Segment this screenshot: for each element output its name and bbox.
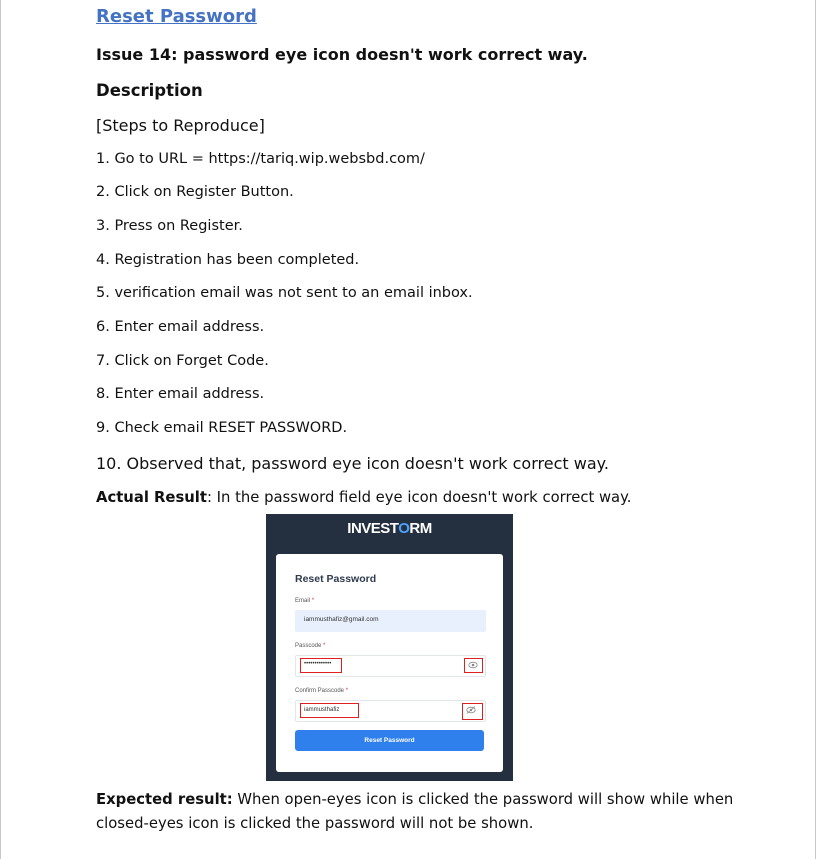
confirm-passcode-label: Confirm Passcode *: [295, 688, 349, 694]
step-item: 10. Observed that, password eye icon doesn't work correct way.: [96, 454, 609, 473]
embedded-screenshot: [266, 514, 513, 781]
reset-card: [276, 554, 503, 772]
step-item: 6. Enter email address.: [96, 319, 265, 335]
expected-result-label: Expected result:: [96, 791, 233, 808]
page-border-right: [815, 0, 816, 859]
expected-result-text: When open-eyes icon is clicked the password will show while when closed-eyes icon is clicked the password will not be shown.: [96, 791, 734, 832]
passcode-eye-toggle[interactable]: [464, 658, 483, 673]
confirm-value: iammusthafiz: [304, 707, 340, 713]
eye-open-icon: [468, 661, 478, 669]
actual-result-label: Actual Result: [96, 489, 207, 506]
step-item: 1. Go to URL = https://tariq.wip.websbd.com/: [96, 151, 425, 167]
passcode-highlight: [300, 658, 342, 673]
passcode-label: Passcode *: [295, 643, 326, 649]
step-item: 3. Press on Register.: [96, 218, 243, 234]
actual-result-text: : In the password field eye icon doesn't work correct way.: [206, 489, 632, 506]
page-border-left: [0, 0, 1, 859]
confirm-highlight: [300, 703, 359, 718]
passcode-value: •••••••••••••: [304, 661, 332, 667]
card-title: Reset Password: [295, 573, 377, 585]
email-field[interactable]: [295, 610, 486, 632]
email-label: Email *: [295, 598, 315, 604]
step-item: 5. verification email was not sent to an email inbox.: [96, 285, 473, 301]
confirm-eye-toggle[interactable]: [462, 703, 483, 720]
step-item: 4. Registration has been completed.: [96, 252, 360, 268]
step-item: 7. Click on Forget Code.: [96, 353, 269, 369]
step-item: 9. Check email RESET PASSWORD.: [96, 420, 348, 436]
title-link[interactable]: Reset Password: [96, 6, 257, 27]
issue-heading: Issue 14: password eye icon doesn't work correct way.: [96, 45, 588, 64]
reset-password-button[interactable]: Reset Password: [295, 730, 484, 751]
actual-result: [96, 486, 736, 510]
expected-result: [96, 788, 736, 836]
steps-heading: [Steps to Reproduce]: [96, 116, 265, 135]
email-value: iammusthafiz@gmail.com: [304, 616, 379, 623]
description-heading: Description: [96, 81, 203, 100]
investorm-logo: INVESTORM: [347, 520, 432, 537]
step-item: 2. Click on Register Button.: [96, 184, 294, 200]
step-item: 8. Enter email address.: [96, 386, 265, 402]
eye-closed-icon: [466, 706, 476, 714]
